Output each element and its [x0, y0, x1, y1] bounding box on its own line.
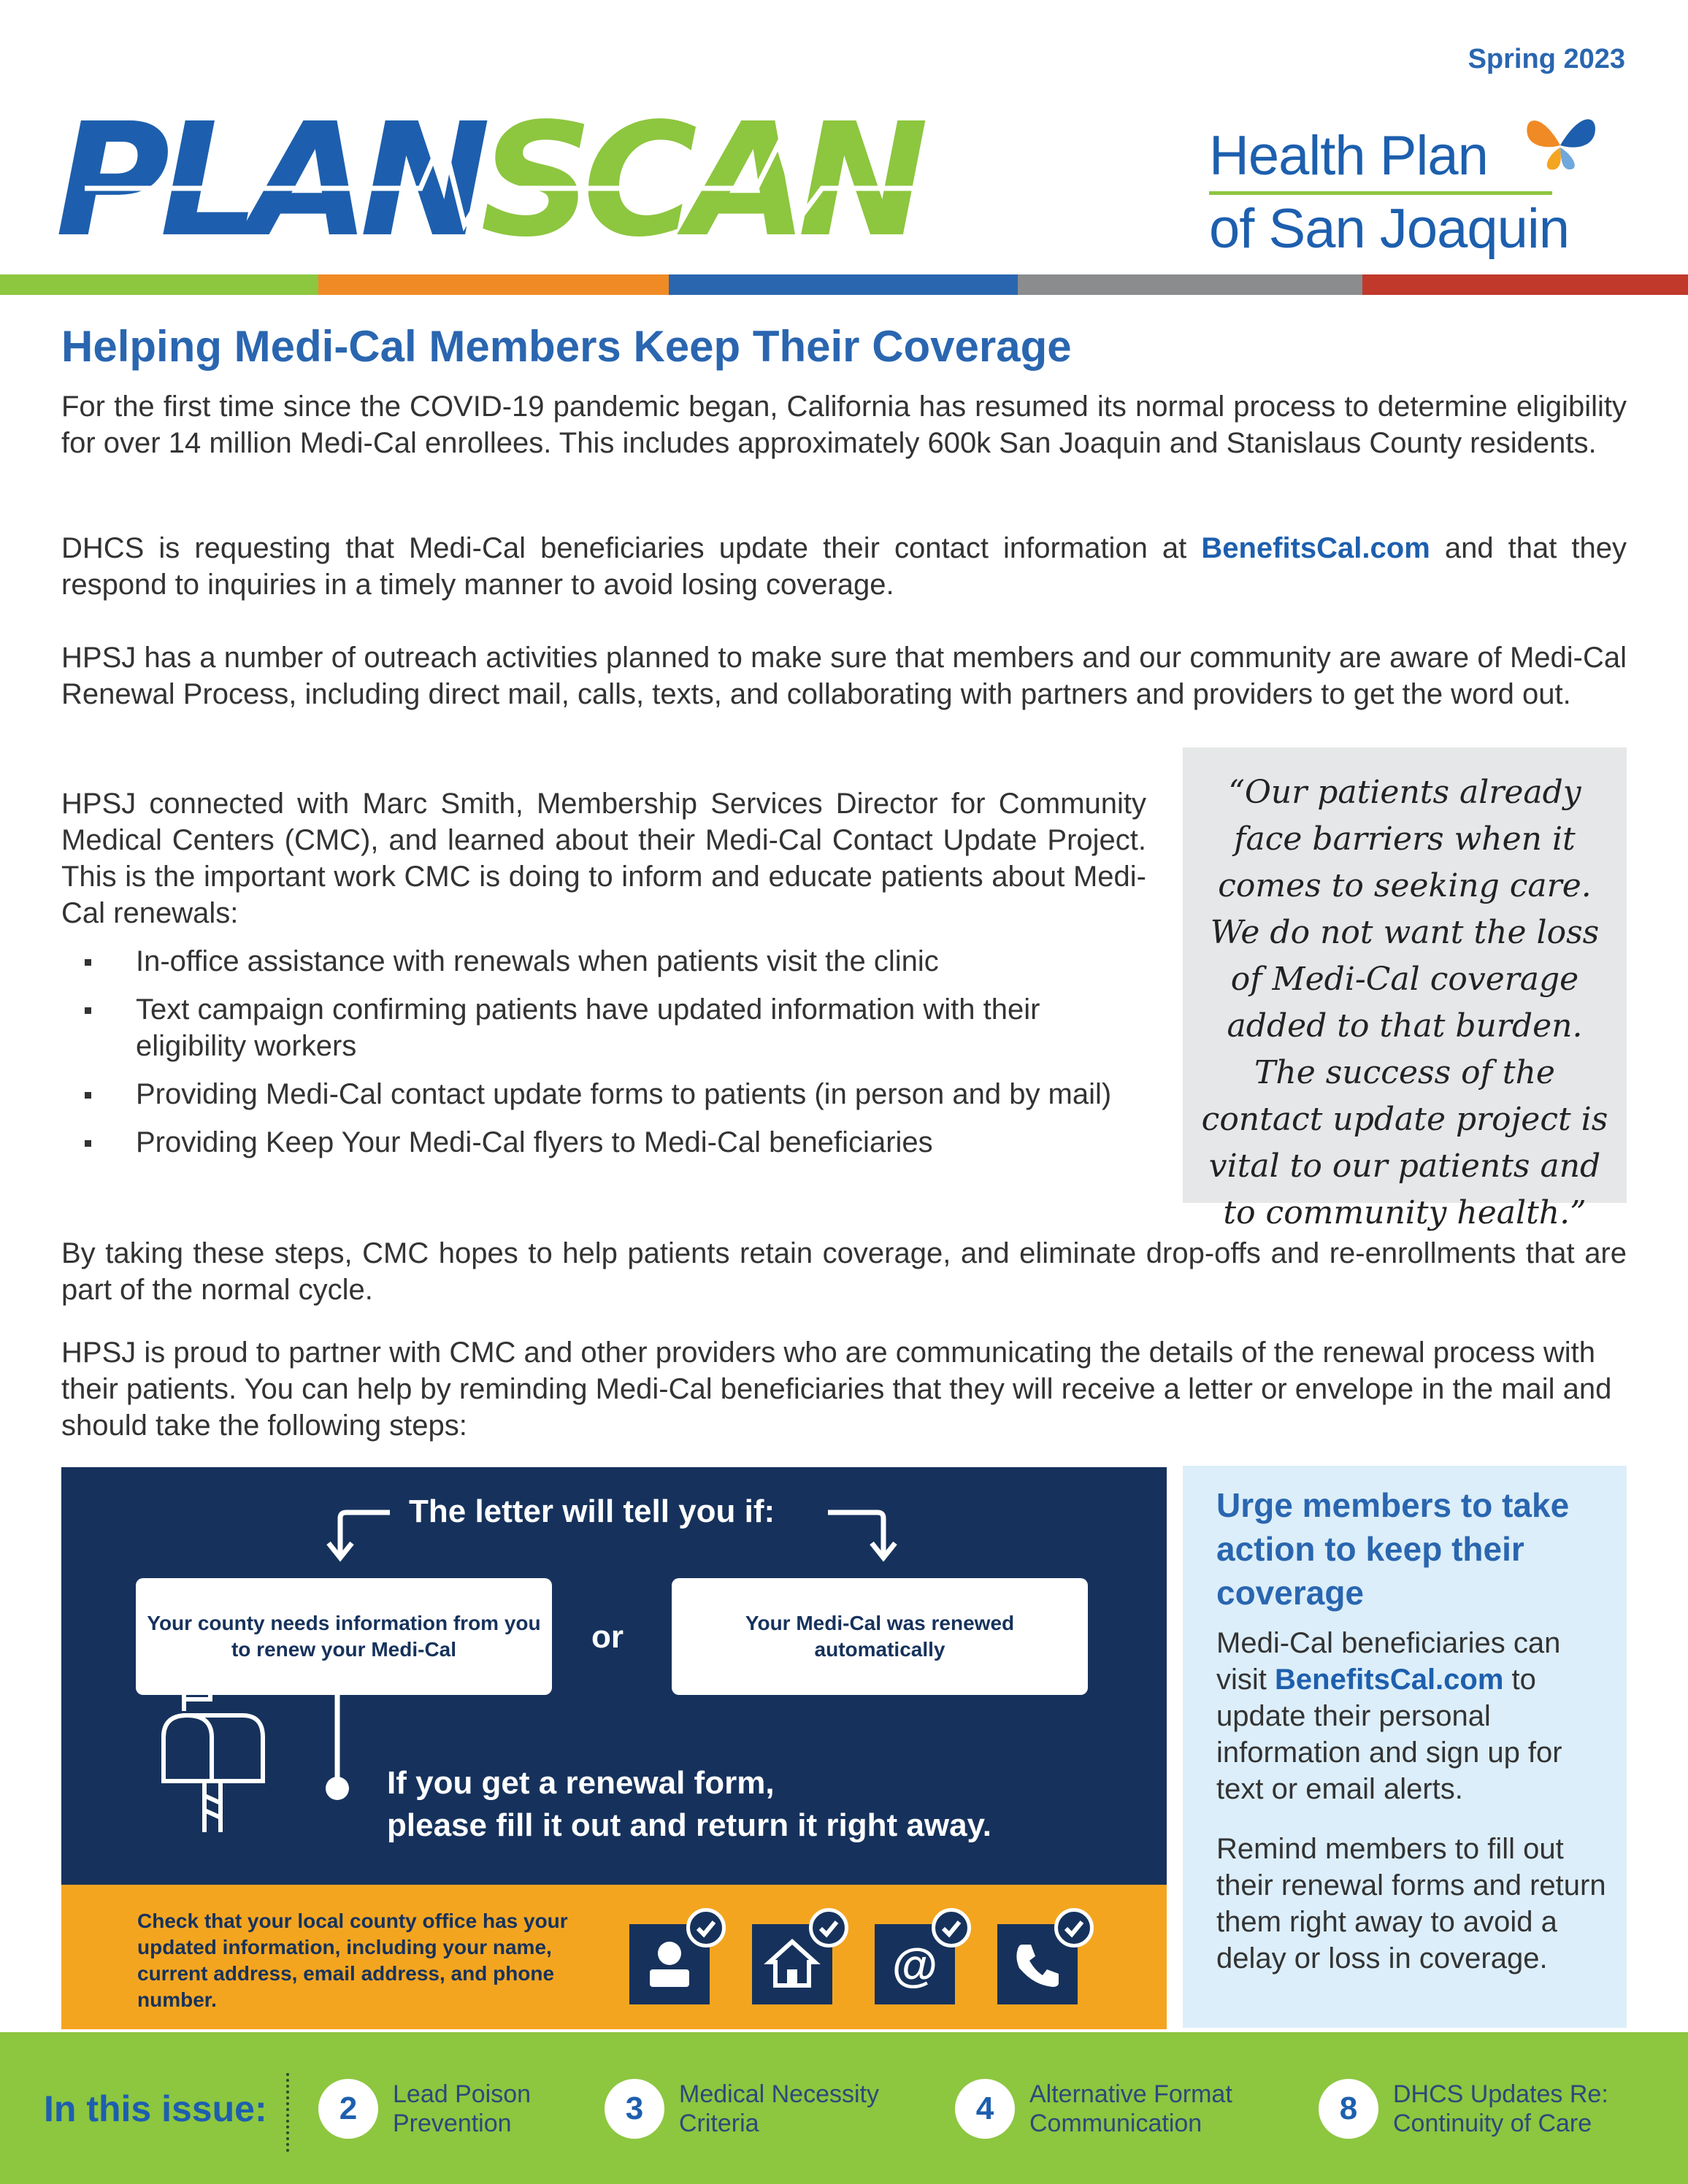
svg-text:@: @	[891, 1939, 938, 1991]
mailbox-icon	[164, 1686, 263, 1832]
article-paragraph-4: HPSJ connected with Marc Smith, Membership Services Director for Community Medical Centers (CMC), and learned about their Medi-Cal Contact Update Project. This is the important work CMC is doing to inform and educate patients about Medi-Cal renewals:	[61, 788, 1146, 929]
pull-quote	[1183, 747, 1627, 1231]
or-label: or	[591, 1619, 624, 1655]
issue-item-line2: Continuity of Care	[1393, 2110, 1592, 2137]
color-bar-orange	[318, 274, 669, 295]
infographic-title: The letter will tell you if:	[409, 1493, 775, 1529]
health-plan-logo	[1209, 124, 1618, 263]
sidebar-paragraph-2: Remind members to fill out their renewal forms and return them right away to avoid a delay or loss in coverage.	[1216, 1833, 1606, 1975]
email-icon	[875, 1924, 955, 2004]
benefitscal-link[interactable]: BenefitsCal.com	[1275, 1664, 1504, 1696]
planscan-logo	[55, 90, 954, 272]
page-number-badge: 4	[955, 2079, 1015, 2139]
checkmark-icon	[809, 1908, 848, 1947]
list-item: Text campaign confirming patients have updated information with their eligibility workers	[61, 991, 1142, 1064]
org-name-line1: Health Plan	[1209, 125, 1488, 187]
color-bar-green	[0, 274, 318, 295]
article-paragraph-1: For the first time since the COVID-19 pandemic began, California has resumed its normal process to determine eligibility for over 14 million Medi-Cal enrollees. This includes approximately 600k San Joaquin and Stanislaus County residents.	[61, 391, 1627, 459]
checkmark-icon	[1054, 1908, 1094, 1947]
paragraph-2-text-start: DHCS is requesting that Medi-Cal beneficiaries update their contact information at	[61, 532, 1202, 564]
article-paragraph-2	[61, 530, 1627, 603]
list-item: Providing Keep Your Medi-Cal flyers to Medi-Cal beneficiaries	[61, 1124, 1142, 1161]
issue-item-line2: Communication	[1029, 2110, 1202, 2137]
list-item: In-office assistance with renewals when patients visit the clinic	[61, 943, 1142, 980]
issue-item-line1: Alternative Format	[1029, 2080, 1232, 2108]
footer-divider	[286, 2073, 289, 2152]
issue-item-lead-poison[interactable]	[318, 2079, 531, 2139]
article-title: Helping Medi-Cal Members Keep Their Coverage	[61, 322, 1072, 371]
butterfly-icon	[1520, 105, 1600, 178]
in-this-issue-footer	[0, 2032, 1688, 2184]
in-this-issue-label: In this issue:	[44, 2088, 267, 2129]
paragraph-2-text-end: and that they respond to inquiries in a timely manner to avoid losing coverage.	[61, 532, 1627, 601]
issue-item-dhcs-updates[interactable]	[1319, 2079, 1608, 2139]
option-needs-info-card: Your county needs information from you to renew your Medi-Cal	[136, 1578, 552, 1695]
issue-item-title	[393, 2080, 531, 2138]
issue-item-line2: Criteria	[679, 2110, 759, 2137]
color-bar-blue	[669, 274, 1018, 295]
article-paragraph-5: By taking these steps, CMC hopes to help patients retain coverage, and eliminate drop-offs and re-enrollments that are part of the normal cycle.	[61, 1237, 1627, 1306]
person-icon	[629, 1924, 710, 2004]
heartbeat-line-icon	[55, 93, 954, 269]
issue-item-title	[1029, 2080, 1232, 2138]
sidebar-text-end: to update their personal information and sign up for text or email alerts.	[1216, 1664, 1562, 1805]
color-bar-gray	[1018, 274, 1362, 295]
pull-quote-text: “Our patients already face barriers when it comes to seeking care. We do not want the loss of Medi-Cal coverage added to that burden. The success of the contact update project is vital to our patients and to community health.”	[1201, 774, 1608, 1231]
page-number-badge: 2	[318, 2079, 378, 2139]
home-icon	[752, 1924, 832, 2004]
sidebar-paragraph-1	[1216, 1625, 1611, 1807]
issue-item-line2: Prevention	[393, 2110, 512, 2137]
color-bar-red	[1362, 274, 1688, 295]
article-paragraph-6: HPSJ is proud to partner with CMC and other providers who are communicating the details of the renewal process with their patients. You can help by reminding Medi-Cal beneficiaries that they will receive a letter or envelope in the mail and should take the following steps:	[61, 1337, 1612, 1442]
issue-item-line1: Lead Poison	[393, 2080, 532, 2108]
issue-item-line1: DHCS Updates Re:	[1393, 2080, 1608, 2108]
cmc-activities-list	[61, 943, 1142, 1172]
renewal-instruction-line2: please fill it out and return it right away.	[387, 1807, 991, 1843]
sidebar-title: Urge members to take action to keep their coverage	[1216, 1486, 1570, 1612]
issue-season: Spring 2023	[1468, 44, 1625, 74]
sidebar-text-start: Medi-Cal beneficiaries can visit	[1216, 1627, 1561, 1696]
issue-item-line1: Medical Necessity	[679, 2080, 879, 2108]
renewal-infographic	[61, 1467, 1167, 2029]
benefitscal-link[interactable]: BenefitsCal.com	[1201, 532, 1430, 564]
action-sidebar	[1183, 1466, 1627, 2028]
page-number-badge: 8	[1319, 2079, 1378, 2139]
renewal-instruction-line1: If you get a renewal form,	[387, 1765, 775, 1801]
issue-item-alternative-format[interactable]	[955, 2079, 1232, 2139]
issue-item-medical-necessity[interactable]	[605, 2079, 879, 2139]
issue-item-title	[679, 2080, 879, 2138]
header-color-bar	[0, 274, 1688, 295]
logo-scan-text: SCAN	[480, 90, 918, 272]
issue-item-title	[1393, 2080, 1608, 2138]
checkmark-icon	[686, 1908, 726, 1947]
org-name-rule	[1209, 191, 1552, 195]
logo-plan-text: PLAN	[55, 90, 480, 272]
option-renewed-card: Your Medi-Cal was renewed automatically	[672, 1578, 1088, 1695]
list-item: Providing Medi-Cal contact update forms to patients (in person and by mail)	[61, 1076, 1142, 1112]
article-paragraph-3: HPSJ has a number of outreach activities planned to make sure that members and our community are aware of Medi-Cal Renewal Process, including direct mail, calls, texts, and collaborating with partners and providers to get the word out.	[61, 642, 1627, 710]
org-name-line2: of San Joaquin	[1209, 198, 1570, 260]
checkmark-icon	[932, 1908, 971, 1947]
renewal-instruction	[387, 1762, 991, 1847]
check-info-text: Check that your local county office has your updated information, including your name, current address, email address, and phone number.	[137, 1910, 568, 2011]
phone-icon	[997, 1924, 1078, 2004]
page-number-badge: 3	[605, 2079, 664, 2139]
